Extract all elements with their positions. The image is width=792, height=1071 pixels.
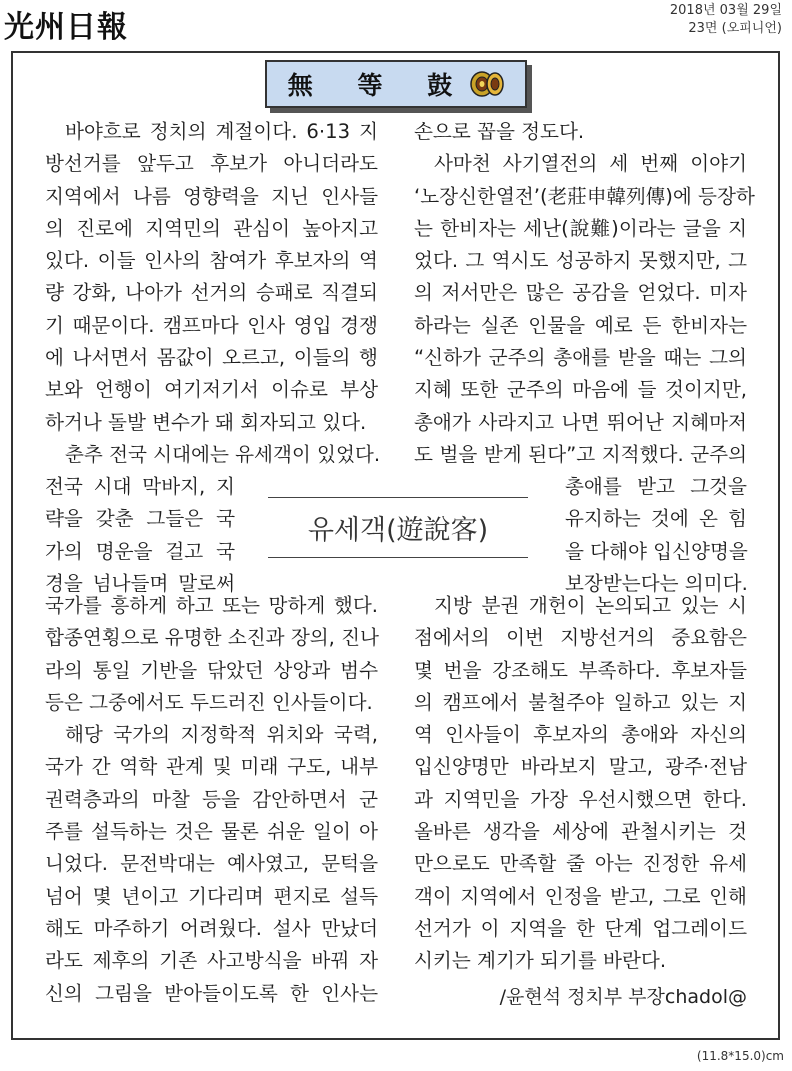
text-line: 지방 분권 개헌이 논의되고 있는 시 <box>434 594 747 617</box>
text-line: 해당 국가의 지정학적 위치와 국력, <box>65 723 378 747</box>
text-line: 전국 시대 막바지, 지 <box>45 475 235 498</box>
text-line: 의 캠프에서 불철주야 일하고 있는 지 <box>414 690 747 714</box>
article-column-right-top <box>414 116 755 471</box>
text-line: 등은 그중에서도 두드러진 인사들이다. <box>45 690 373 714</box>
text-line: 선거가 이 지역을 한 단계 업그레이드 <box>414 916 747 940</box>
page-section: 23면 (오피니언) <box>688 21 782 36</box>
size-note: (11.8*15.0)cm <box>696 1049 784 1063</box>
article-column-left-narrow <box>45 471 235 600</box>
publish-date: 2018년 03월 29일 <box>669 3 782 18</box>
text-line: 점에서의 이번 지방선거의 중요함은 <box>414 626 747 650</box>
text-line: 었다. 그 역시도 성공하지 못했지만, 그 <box>414 249 747 273</box>
text-line: 해도 마주하기 어려웠다. 설사 만났더 <box>45 916 378 940</box>
text-line: 는 한비자는 세난(說難)이라는 글을 지 <box>414 216 747 240</box>
text-line: 니었다. 문전박대는 예사였고, 문턱을 <box>45 852 378 876</box>
text-line: 의 저서만은 많은 공감을 얻었다. 미자 <box>414 281 747 305</box>
article-column-left-top <box>45 116 381 471</box>
newspaper-masthead: 光州日報 <box>4 10 128 45</box>
text-line: 기 때문이다. 캠프마다 인사 영입 경쟁 <box>45 313 378 337</box>
text-line: 입신양명만 바라보지 말고, 광주·전남 <box>414 755 747 779</box>
text-line: 손으로 꼽을 정도다. <box>414 120 585 143</box>
text-line: 의 진로에 지역민의 관심이 높아지고 <box>45 216 378 240</box>
text-line: 하거나 돌발 변수가 돼 회자되고 있다. <box>45 410 367 434</box>
author-byline: /윤현석 정치부 부장chadol@ <box>499 986 747 1008</box>
text-line: 에 나서면서 몸값이 오르고, 이들의 행 <box>45 346 378 370</box>
text-line: 가의 명운을 걸고 국 <box>45 539 235 563</box>
text-line: 합종연횡으로 유명한 소진과 장의, 진나 <box>45 626 379 650</box>
text-line: 주를 설득하는 것은 물론 쉬운 일이 아 <box>45 820 378 844</box>
text-line: 하라는 실존 인물을 예로 든 한비자는 <box>414 313 747 337</box>
text-line: ‘노장신한열전’(老莊申韓列傳)에 등장하 <box>414 184 755 208</box>
text-line: 만으로도 만족할 줄 아는 진정한 유세 <box>414 852 747 876</box>
text-line: 신의 그림을 받아들이도록 한 인사는 <box>45 981 378 1005</box>
text-line: 있다. 이들 인사의 참여가 후보자의 역 <box>45 249 378 273</box>
text-line: 역 인사들이 후보자의 총애와 자신의 <box>414 723 747 747</box>
text-line: 올바른 생각을 세상에 관철시키는 것 <box>414 820 747 844</box>
text-line: 총애가 사라지고 나면 뛰어난 지혜마저 <box>414 410 747 434</box>
text-line: 도 벌을 받게 된다”고 지적했다. 군주의 <box>414 442 747 466</box>
text-line: 객이 지역에서 인정을 받고, 그로 인해 <box>414 884 747 908</box>
text-line: 방선거를 앞두고 후보가 아니더라도 <box>45 152 378 176</box>
text-line: 시키는 계기가 되기를 바란다. <box>414 949 667 973</box>
text-line: 보장받는다는 의미다. <box>565 571 748 595</box>
text-line: 량 강화, 나아가 선거의 승패로 직결되 <box>45 281 378 305</box>
drum-icon <box>470 70 504 98</box>
text-line: 을 다해야 입신양명을 <box>565 539 748 563</box>
text-line: 과 지역민을 가장 우선시했으면 한다. <box>414 787 747 811</box>
article-column-left-bottom <box>45 590 378 1010</box>
text-line: 몇 번을 강조해도 부족하다. 후보자들 <box>414 658 747 682</box>
text-line: 바야흐로 정치의 계절이다. 6·13 지 <box>65 120 378 143</box>
column-title-badge <box>265 60 527 108</box>
text-line: 라도 제후의 기존 사고방식을 바꿔 자 <box>45 949 378 973</box>
text-line: 지역에서 나름 영향력을 지닌 인사들 <box>45 184 378 208</box>
text-line: 총애를 받고 그것을 <box>565 475 747 498</box>
article-column-right-narrow <box>565 471 747 600</box>
text-line: 국가를 흥하게 하고 또는 망하게 했다. <box>45 594 378 617</box>
text-line: 넘어 몇 년이고 기다리며 편지로 설득 <box>45 884 378 908</box>
column-title: 無 等 鼓 <box>287 71 471 100</box>
text-line: 라의 통일 기반을 닦았던 상앙과 범수 <box>45 658 378 682</box>
text-line: 략을 갖춘 그들은 국 <box>45 507 235 531</box>
text-line: “신하가 군주의 총애를 받을 때는 그의 <box>414 346 747 370</box>
text-line: 유지하는 것에 온 힘 <box>565 507 747 531</box>
text-line: 보와 언행이 여기저기서 이슈로 부상 <box>45 378 378 402</box>
article-column-right-bottom <box>414 590 747 978</box>
pullquote-box <box>268 497 528 558</box>
text-line: 사마천 사기열전의 세 번째 이야기 <box>434 152 747 176</box>
text-line: 경을 넘나들며 말로써 <box>45 571 235 595</box>
text-line: 국가 간 역학 관계 및 미래 구도, 내부 <box>45 755 378 779</box>
text-line: 지혜 또한 군주의 마음에 들 것이지만, <box>414 378 747 402</box>
text-line: 권력층과의 마찰 등을 감안하면서 군 <box>45 787 378 811</box>
text-line: 춘추 전국 시대에는 유세객이 있었다. <box>65 442 381 466</box>
dateline <box>670 2 782 38</box>
pullquote-text: 유세객(遊說客) <box>307 515 489 546</box>
